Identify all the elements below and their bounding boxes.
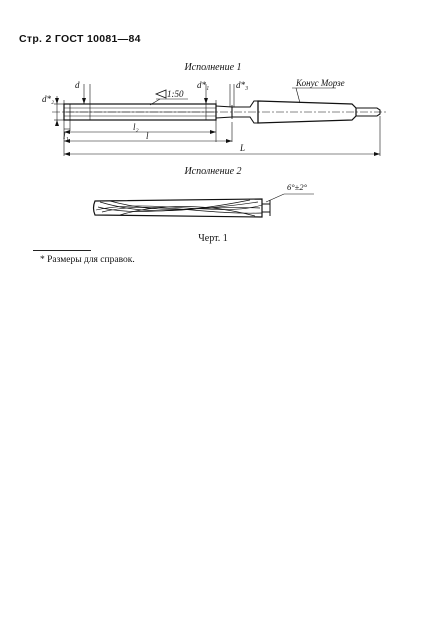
taper-ratio-label: 1:50 (167, 89, 184, 99)
dim-l2-label: l₂ (133, 122, 139, 132)
dim-d3-label: d*₃ (236, 80, 249, 90)
drawing-1 (52, 84, 388, 156)
figure-caption: Черт. 1 (198, 233, 228, 244)
dim-d-label: d (75, 80, 80, 90)
footnote: * Размеры для справок. (40, 255, 135, 265)
taper-symbol-icon (156, 90, 166, 98)
spiral-reamer-body (94, 199, 263, 217)
variant-1-title: Исполнение 1 (184, 62, 242, 73)
helix-angle-label: 6°±2° (287, 182, 307, 192)
variant-2-title: Исполнение 2 (184, 166, 242, 177)
drawing-2 (94, 194, 315, 217)
page-header: Стр. 2 ГОСТ 10081—84 (19, 33, 141, 45)
dim-l1-label: l₁ (63, 131, 69, 141)
dim-d2-label: d*₂ (42, 94, 55, 104)
dim-l-label: l (146, 131, 149, 141)
footnote-divider (33, 250, 91, 251)
dim-L-label: L (240, 143, 246, 153)
morse-cone-label: Конус Морзе (296, 78, 345, 88)
dim-d1-label: d*₁ (197, 80, 210, 90)
